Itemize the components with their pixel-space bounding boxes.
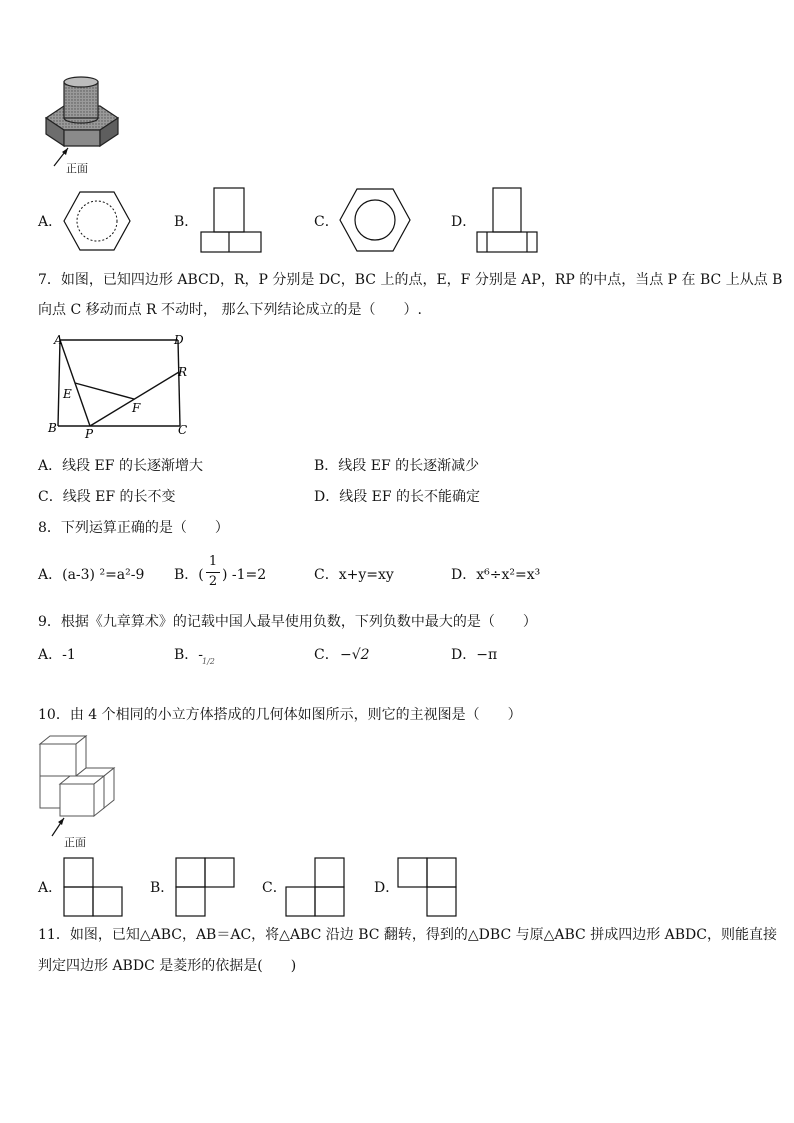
view-grid-c <box>284 856 346 918</box>
neg-sqrt-two: −√2 <box>340 647 370 663</box>
fraction-denominator: 2 <box>208 574 218 589</box>
point-e-label: E <box>63 387 72 401</box>
option-c-label: C． <box>314 647 339 663</box>
option-key: B． <box>150 880 175 896</box>
small-fraction: 1/2 <box>202 657 215 666</box>
q7-option-a[interactable]: A．线段 EF 的长逐渐增大 <box>38 458 203 474</box>
q10-option-b[interactable] <box>150 856 250 918</box>
option-key: A． <box>38 214 63 230</box>
q9-option-d[interactable]: D．−π <box>451 647 498 663</box>
point-d-label: D <box>174 333 184 347</box>
point-c-label: C <box>178 423 188 437</box>
q7-geometry-figure <box>44 330 194 440</box>
q8-option-a[interactable]: A．(a-3) ²=a²-9 <box>38 567 145 583</box>
q8-stem: 8．下列运算正确的是（ ） <box>38 520 229 536</box>
q10-cube-figure <box>38 734 122 852</box>
option-key: D． <box>374 880 400 896</box>
q6-solid-figure <box>38 72 126 180</box>
q7-stem-line1: 7．如图，已知四边形 ABCD，R，P 分别是 DC，BC 上的点，E，F 分别是 AP，RP 的中点，当点 P 在 BC 上从点 B <box>38 272 783 288</box>
view-grid-d <box>396 856 458 918</box>
front-view-block-d <box>475 186 545 254</box>
q10-option-c[interactable] <box>262 856 362 918</box>
q8-option-d[interactable]: D．x⁶÷x²=x³ <box>451 567 541 583</box>
q6-option-a[interactable] <box>38 188 138 254</box>
point-p-label: P <box>85 427 94 441</box>
quadrilateral-abcd-diagram <box>44 330 194 440</box>
option-key: A． <box>38 880 63 896</box>
q9-option-a[interactable]: A．-1 <box>38 647 76 663</box>
q10-option-d[interactable] <box>374 856 474 918</box>
hexagon-circle-view <box>338 186 412 254</box>
q10-stem: 10．由 4 个相同的小立方体搭成的几何体如图所示，则它的主视图是（ ） <box>38 707 522 723</box>
q8-option-c[interactable]: C．x+y=xy <box>314 567 394 583</box>
option-key: C． <box>262 880 287 896</box>
front-view-label: 正面 <box>64 836 86 849</box>
q7-option-d[interactable]: D．线段 EF 的长不能确定 <box>314 489 481 505</box>
q7-option-c[interactable]: C．线段 EF 的长不变 <box>38 489 176 505</box>
option-b-prefix: B．( <box>174 567 204 583</box>
q8-option-b[interactable] <box>174 552 294 596</box>
q7-stem-line2: 向点 C 移动而点 R 不动时， 那么下列结论成立的是（ ）. <box>38 302 422 318</box>
fraction-numerator: 1 <box>208 554 218 569</box>
option-key: D． <box>451 214 477 230</box>
q6-option-b[interactable] <box>174 186 274 254</box>
q9-option-b[interactable] <box>174 645 234 685</box>
option-b-suffix: ) -1=2 <box>222 567 267 583</box>
front-view-label: 正面 <box>66 162 88 175</box>
q6-option-c[interactable] <box>314 186 414 254</box>
view-grid-b <box>174 856 236 918</box>
front-view-block-b <box>198 186 264 254</box>
q11-stem-line1: 11．如图，已知△ABC，AB＝AC，将△ABC 沿边 BC 翻转，得到的△DBC 与原△ABC 拼成四边形 ABDC，则能直接 <box>38 927 777 943</box>
point-r-label: R <box>178 365 188 379</box>
q6-option-d[interactable] <box>451 186 551 254</box>
q10-option-a[interactable] <box>38 856 138 918</box>
q11-stem-line2: 判定四边形 ABDC 是菱形的依据是( ) <box>38 958 297 974</box>
q9-option-c[interactable] <box>314 645 394 669</box>
point-f-label: F <box>132 401 141 415</box>
option-key: C． <box>314 214 339 230</box>
q9-stem: 9．根据《九章算术》的记载中国人最早使用负数，下列负数中最大的是（ ） <box>38 614 537 630</box>
point-a-label: A <box>54 333 63 347</box>
hexagon-dashed-circle-view <box>62 188 132 254</box>
q7-option-b[interactable]: B．线段 EF 的长逐渐减少 <box>314 458 480 474</box>
option-key: B． <box>174 214 199 230</box>
option-b-label: B．- <box>174 647 204 663</box>
fraction-bar <box>206 572 220 573</box>
view-grid-a <box>62 856 124 918</box>
point-b-label: B <box>48 421 57 435</box>
